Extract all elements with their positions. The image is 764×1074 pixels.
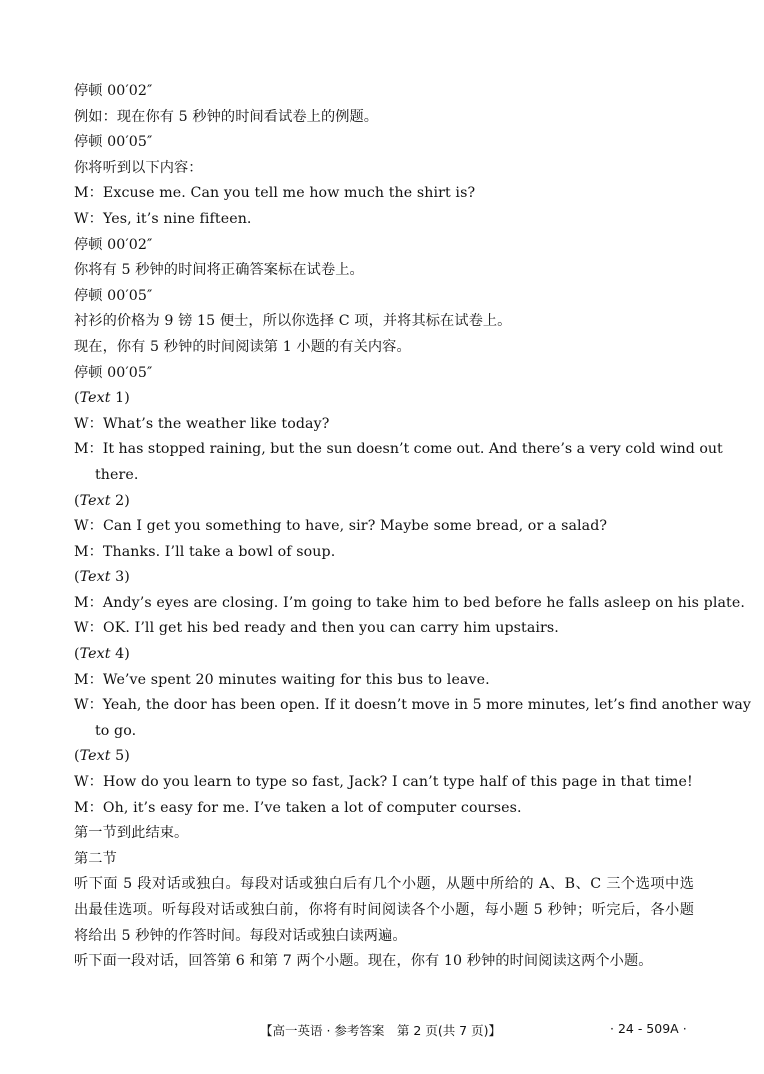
label-number: 1) bbox=[110, 390, 130, 407]
instruction-line: 出最佳选项。听每段对话或独白前，你将有时间阅读各个小题，每小题 5 秒钟；听完后，各小题 bbox=[74, 902, 694, 918]
text-section-label bbox=[74, 566, 696, 592]
label-open-paren: ( bbox=[74, 390, 80, 407]
dialogue-line: W：Yeah, the door has been open. If it doesn’t move in 5 more minutes, let’s find another way bbox=[74, 697, 751, 714]
label-word: Text bbox=[79, 646, 111, 663]
text-section-label bbox=[74, 643, 696, 669]
label-word: Text bbox=[79, 748, 111, 765]
dialogue-line: M：It has stopped raining, but the sun doesn’t come out. And there’s a very cold wind out bbox=[74, 441, 723, 458]
dialogue-line: M：We’ve spent 20 minutes waiting for this bus to leave. bbox=[74, 671, 490, 688]
document-body bbox=[74, 80, 751, 976]
dialogue-line: W：What’s the weather like today? bbox=[74, 415, 330, 432]
text-section-label bbox=[74, 490, 696, 516]
text-section-label bbox=[74, 745, 696, 771]
label-open-paren: ( bbox=[74, 569, 80, 586]
text-section-label bbox=[74, 387, 696, 413]
dialogue-line: W：How do you learn to type so fast, Jack? I can’t type half of this page in that time! bbox=[74, 774, 693, 791]
dialogue-line-continuation: to go. bbox=[95, 722, 137, 739]
label-word: Text bbox=[79, 569, 111, 586]
instruction-line: 例如：现在你有 5 秒钟的时间看试卷上的例题。 bbox=[74, 108, 379, 125]
instruction-line: 听下面一段对话，回答第 6 和第 7 两个小题。现在，你有 10 秒钟的时间阅读这两个小题。 bbox=[74, 953, 653, 970]
instruction-line: 停顿 00′02″ bbox=[74, 236, 153, 253]
instruction-line: 衬衫的价格为 9 镑 15 便士，所以你选择 C 项，并将其标在试卷上。 bbox=[74, 313, 512, 330]
label-open-paren: ( bbox=[74, 646, 80, 663]
label-number: 5) bbox=[110, 748, 130, 765]
dialogue-line: M：Oh, it’s easy for me. I’ve taken a lot of computer courses. bbox=[74, 799, 522, 816]
footer-doc-code: · 24 - 509A · bbox=[610, 1021, 687, 1036]
dialogue-line: M：Andy’s eyes are closing. I’m going to take him to bed before he falls asleep on his plate. bbox=[74, 594, 745, 611]
label-number: 2) bbox=[110, 492, 130, 509]
instruction-line: 现在，你有 5 秒钟的时间阅读第 1 小题的有关内容。 bbox=[74, 338, 411, 355]
label-open-paren: ( bbox=[74, 748, 80, 765]
dialogue-line: W：OK. I’ll get his bed ready and then you can carry him upstairs. bbox=[74, 620, 559, 637]
label-number: 3) bbox=[110, 569, 130, 586]
label-number: 4) bbox=[110, 646, 130, 663]
instruction-line: 停顿 00′02″ bbox=[74, 83, 153, 99]
instruction-line: 停顿 00′05″ bbox=[74, 134, 153, 151]
instruction-line: 你将听到以下内容： bbox=[74, 159, 203, 176]
instruction-line: 停顿 00′05″ bbox=[74, 364, 153, 381]
instruction-line: 第一节到此结束。 bbox=[74, 825, 189, 842]
label-word: Text bbox=[79, 492, 111, 509]
instruction-line: 停顿 00′05″ bbox=[74, 287, 153, 304]
instruction-line: 你将有 5 秒钟的时间将正确答案标在试卷上。 bbox=[74, 262, 364, 279]
dialogue-line: W：Yes, it’s nine fifteen. bbox=[74, 210, 252, 227]
dialogue-line-continuation: there. bbox=[95, 466, 139, 483]
footer-page-info: 【高一英语 · 参考答案 第 2 页(共 7 页)】 bbox=[260, 1023, 501, 1038]
dialogue-line: M：Excuse me. Can you tell me how much the shirt is? bbox=[74, 185, 476, 202]
instruction-line: 第二节 bbox=[74, 850, 117, 867]
dialogue-line: M：Thanks. I’ll take a bowl of soup. bbox=[74, 543, 336, 560]
dialogue-line: W：Can I get you something to have, sir? Maybe some bread, or a salad? bbox=[74, 518, 608, 535]
instruction-line: 听下面 5 段对话或独白。每段对话或独白后有几个小题，从题中所给的 A、B、C 三个选项中选 bbox=[74, 876, 694, 893]
instruction-line: 将给出 5 秒钟的作答时间。每段对话或独白读两遍。 bbox=[74, 927, 407, 944]
label-open-paren: ( bbox=[74, 492, 80, 509]
label-word: Text bbox=[79, 390, 111, 407]
